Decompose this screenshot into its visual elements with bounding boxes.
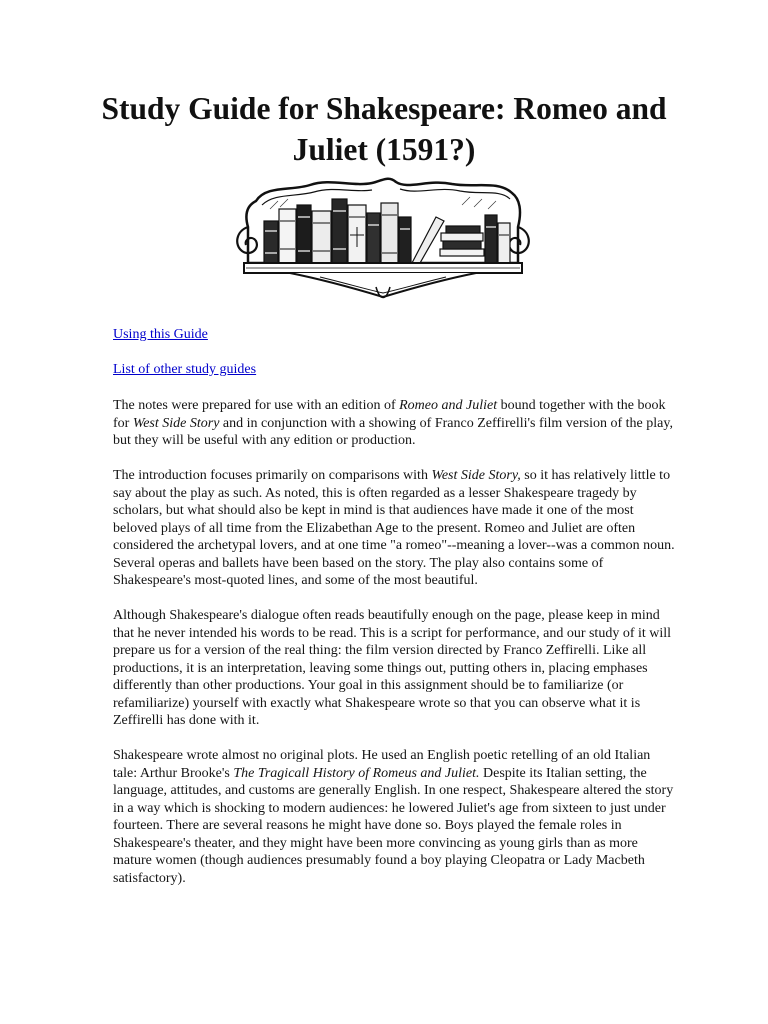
- guide-links: [113, 326, 673, 378]
- paragraph-introduction: [113, 467, 675, 590]
- paragraph-plots: [113, 747, 675, 887]
- text-run: Although Shakespeare's dialogue often reads beautifully enough on the page, please keep in mind that he never intended his words to be read. This is a script for performance, and our study of it will prepare us for a version of the real thing: the film version directed by Franco Zeffirelli. Like all productions, it is an interpretation, leaving some things out, putting others in, placing emphases differently than other productions. Your goal in this assignment should be to familiarize (or refamiliarize) yourself with exactly what Shakespeare wrote so that you can observe what it is Zeffirelli has done with it.: [113, 608, 672, 728]
- text-run: and in conjunction with a showing of Franco Zeffirelli's film version of the play, but they will be useful with any edition or production.: [113, 415, 673, 448]
- link-other-study-guides[interactable]: List of other study guides: [113, 362, 257, 377]
- text-run: Shakespeare wrote almost no original plots. He used an English poetic retelling of an old Italian tale: Arthur Brooke's: [113, 748, 651, 781]
- paragraph-dialogue: [113, 607, 675, 730]
- title-west-side-story: West Side Story: [132, 415, 220, 431]
- bookshelf-illustration: [230, 175, 536, 305]
- title-romeo-and-juliet: Romeo and Juliet: [399, 398, 498, 413]
- title-tragicall-history: The Tragicall History of Romeus and Juliet.: [233, 765, 480, 781]
- text-run: bound together with the book for: [113, 398, 666, 431]
- text-run: The notes were prepared for use with an edition of: [113, 398, 400, 413]
- page-title: Study Guide for Shakespeare: Romeo and Juliet (1591?): [101, 91, 667, 167]
- body-text: [113, 397, 675, 905]
- title-west-side-story: West Side Story,: [431, 468, 521, 483]
- text-run: Despite its Italian setting, the language, attitudes, and customs are generally English. In one respect, Shakespeare altered the story in a way which is shocking to modern audiences: he lowered Juliet's age from sixteen to just under fourteen. There are several reasons he might have done so. Boys played the female roles in Shakespeare's theater, and they might have been more convincing as young girls than as more mature women (though audiences presumably found a boy playing Cleopatra or Lady Macbeth satisfactory).: [113, 765, 674, 886]
- text-run: The introduction focuses primarily on comparisons with: [113, 468, 432, 483]
- paragraph-editions: [113, 397, 675, 450]
- text-run: so it has relatively little to say about the play as such. As noted, this is often regarded as a lesser Shakespeare tragedy by scholars, but what should also be kept in mind is that audiences have made it one of the most beloved plays of all time from the Elizabethan Age to the present. Romeo and Juliet are often considered the archetypal lovers, and at one time "a romeo"--meaning a lover--was a common noun. Several operas and ballets have been based on the story. The play also contains some of Shakespeare's most-quoted lines, and some of the most beautiful.: [113, 468, 675, 588]
- link-using-this-guide[interactable]: Using this Guide: [113, 327, 208, 342]
